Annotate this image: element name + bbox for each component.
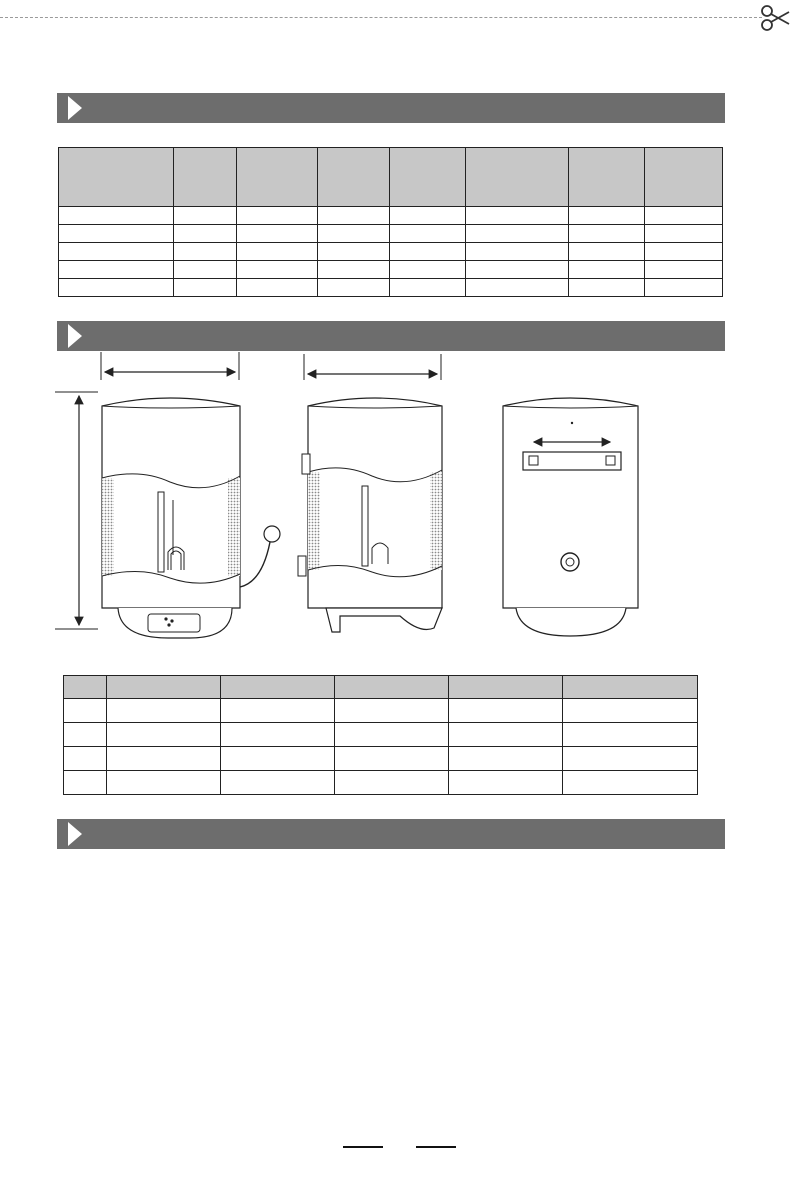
spec-table-cell bbox=[390, 207, 466, 225]
dimension-table-cell bbox=[449, 771, 563, 795]
water-heater-drawings bbox=[50, 350, 700, 640]
dimension-table-cell bbox=[107, 771, 221, 795]
spec-table-cell bbox=[237, 243, 318, 261]
dimension-table-cell bbox=[563, 747, 698, 771]
spec-table-cell bbox=[569, 225, 645, 243]
spec-table-cell bbox=[59, 261, 174, 279]
dimension-table-header-cell bbox=[449, 676, 563, 699]
spec-table-cell bbox=[237, 261, 318, 279]
spec-table-header-cell bbox=[466, 148, 569, 207]
spec-table-header-cell bbox=[645, 148, 723, 207]
triangle-right-icon bbox=[68, 324, 82, 348]
dimension-table-cell bbox=[107, 747, 221, 771]
dimension-table-cell bbox=[335, 699, 449, 723]
spec-table-cell bbox=[174, 279, 237, 297]
dimension-table-cell bbox=[335, 771, 449, 795]
table-row bbox=[64, 747, 698, 771]
spec-table-cell bbox=[174, 243, 237, 261]
spec-table-cell bbox=[645, 261, 723, 279]
spec-table-header-cell bbox=[318, 148, 390, 207]
spec-table-cell bbox=[318, 225, 390, 243]
table-row bbox=[64, 771, 698, 795]
dimension-table-cell bbox=[563, 699, 698, 723]
dimension-table-cell bbox=[335, 747, 449, 771]
side-view bbox=[298, 354, 442, 632]
dimension-table-header-cell bbox=[563, 676, 698, 699]
spec-table-cell bbox=[174, 207, 237, 225]
spec-table-cell bbox=[645, 243, 723, 261]
section-header-2 bbox=[57, 321, 725, 351]
spec-table-cell bbox=[237, 225, 318, 243]
spec-table-cell bbox=[390, 243, 466, 261]
table-row bbox=[64, 699, 698, 723]
spec-table-cell bbox=[390, 261, 466, 279]
footer-blank-a bbox=[343, 1146, 383, 1148]
spec-table bbox=[58, 147, 723, 297]
table-row bbox=[59, 225, 723, 243]
spec-table-header-cell bbox=[390, 148, 466, 207]
dimension-table bbox=[63, 675, 698, 795]
spec-table-cell bbox=[59, 279, 174, 297]
dimension-table-cell bbox=[221, 699, 335, 723]
spec-table-header-cell bbox=[174, 148, 237, 207]
spec-table-cell bbox=[237, 279, 318, 297]
dimension-table-cell bbox=[221, 771, 335, 795]
dimension-table-header-cell bbox=[221, 676, 335, 699]
scissors-icon bbox=[760, 4, 790, 32]
spec-table-cell bbox=[466, 225, 569, 243]
spec-table-cell bbox=[466, 279, 569, 297]
spec-table-cell bbox=[318, 261, 390, 279]
spec-table-cell bbox=[59, 243, 174, 261]
height-dimension bbox=[55, 392, 98, 629]
section-header-3 bbox=[57, 819, 725, 849]
dimension-table-header-cell bbox=[335, 676, 449, 699]
spec-table-cell bbox=[569, 279, 645, 297]
spec-table-header-cell bbox=[569, 148, 645, 207]
dimension-table-header-cell bbox=[64, 676, 107, 699]
dimension-table-header bbox=[64, 676, 698, 699]
spec-table-cell bbox=[390, 225, 466, 243]
footer-blank-b bbox=[416, 1146, 456, 1148]
dimension-table-cell bbox=[64, 771, 107, 795]
spec-table-header-cell bbox=[237, 148, 318, 207]
front-view bbox=[101, 352, 280, 638]
dimension-table-cell bbox=[335, 723, 449, 747]
spec-table-cell bbox=[569, 261, 645, 279]
spec-table-cell bbox=[237, 207, 318, 225]
spec-table-cell bbox=[569, 243, 645, 261]
dimension-table-cell bbox=[449, 747, 563, 771]
table-row bbox=[59, 243, 723, 261]
rear-view bbox=[503, 398, 638, 636]
spec-table-cell bbox=[59, 225, 174, 243]
dimension-table-cell bbox=[449, 699, 563, 723]
dimension-table-cell bbox=[221, 723, 335, 747]
spec-table-cell bbox=[174, 225, 237, 243]
spec-table-header-cell bbox=[59, 148, 174, 207]
dimension-table-cell bbox=[107, 699, 221, 723]
dimension-table-cell bbox=[449, 723, 563, 747]
table-row bbox=[59, 261, 723, 279]
spec-table-cell bbox=[390, 279, 466, 297]
dimension-table-cell bbox=[563, 723, 698, 747]
table-row bbox=[59, 279, 723, 297]
dimension-table-cell bbox=[64, 699, 107, 723]
spec-table-cell bbox=[569, 207, 645, 225]
section-header-1 bbox=[57, 93, 725, 123]
triangle-right-icon bbox=[68, 822, 82, 846]
spec-table-cell bbox=[466, 261, 569, 279]
spec-table-cell bbox=[645, 207, 723, 225]
spec-table-header bbox=[59, 148, 723, 207]
spec-table-cell bbox=[318, 243, 390, 261]
dimension-table-cell bbox=[64, 723, 107, 747]
spec-table-cell bbox=[466, 243, 569, 261]
dimension-table-cell bbox=[64, 747, 107, 771]
triangle-right-icon bbox=[68, 96, 82, 120]
spec-table-cell bbox=[466, 207, 569, 225]
cut-line bbox=[0, 17, 762, 18]
table-row bbox=[64, 723, 698, 747]
spec-table-cell bbox=[174, 261, 237, 279]
dimension-table-cell bbox=[107, 723, 221, 747]
dimension-table-header-cell bbox=[107, 676, 221, 699]
table-row bbox=[59, 207, 723, 225]
spec-table-cell bbox=[645, 279, 723, 297]
dimension-table-cell bbox=[563, 771, 698, 795]
spec-table-cell bbox=[318, 207, 390, 225]
dimension-table-cell bbox=[221, 747, 335, 771]
spec-table-cell bbox=[645, 225, 723, 243]
spec-table-cell bbox=[59, 207, 174, 225]
spec-table-cell bbox=[318, 279, 390, 297]
